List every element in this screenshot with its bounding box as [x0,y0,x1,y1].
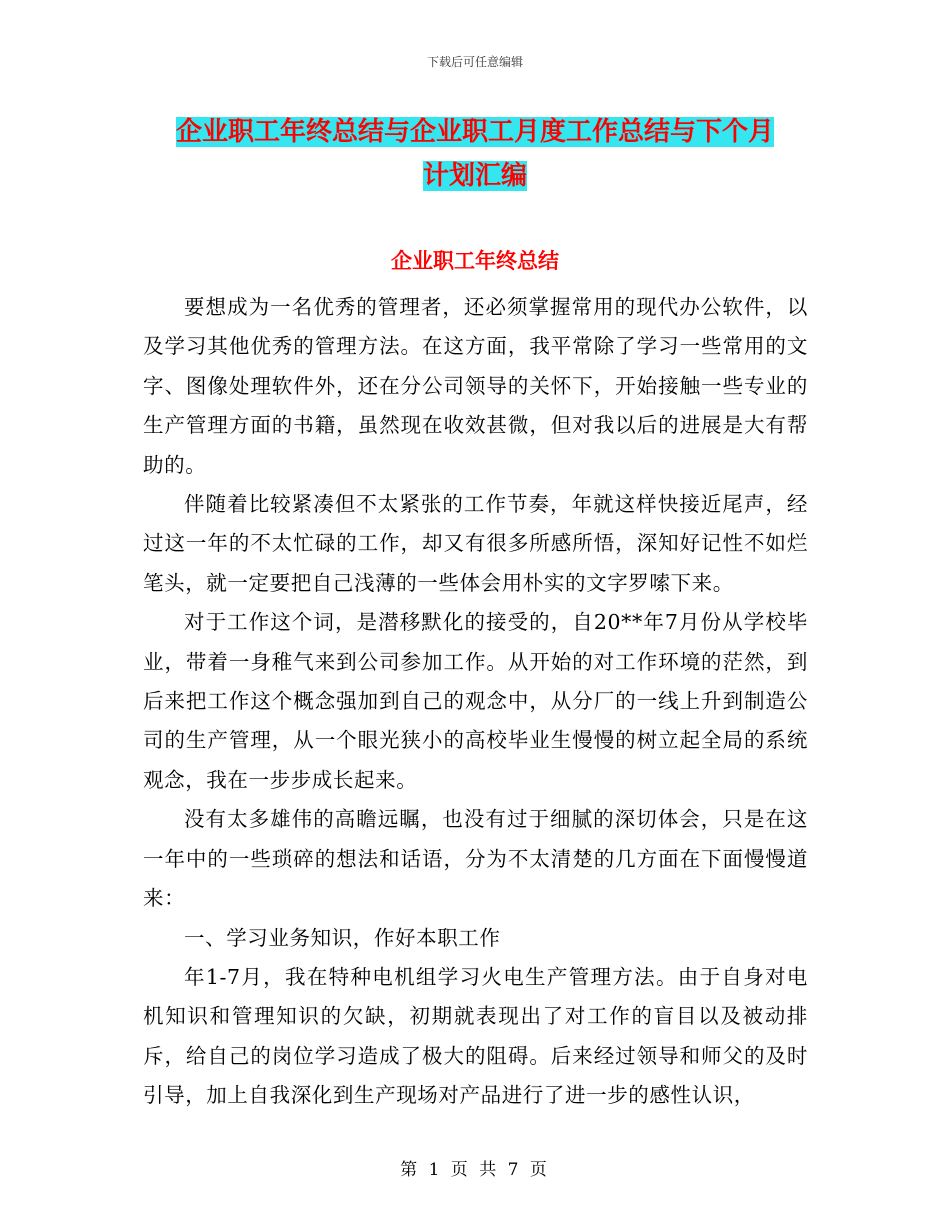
paragraph: 要想成为一名优秀的管理者，还必须掌握常用的现代办公软件，以及学习其他优秀的管理方法。在这方面，我平常除了学习一些常用的文字、图像处理软件外，还在分公司领导的关怀下，开始接触一些专业的生产管理方面的书籍，虽然现在收效甚微，但对我以后的进展是大有帮助的。 [143,295,808,477]
paragraph: 没有太多雄伟的高瞻远瞩，也没有过于细腻的深切体会，只是在这一年中的一些琐碎的想法和话语，分为不太清楚的几方面在下面慢慢道来： [143,807,808,911]
header-note: 下载后可任意编辑 [426,55,523,69]
paragraph: 年1-7月，我在特种电机组学习火电生产管理方法。由于自身对电机知识和管理知识的欠缺，初期就表现出了对工作的盲目以及被动排斥，给自己的岗位学习造成了极大的阻碍。后来经过领导和师父的及时引导，加上自我深化到生产现场对产品进行了进一步的感性认识， [143,964,808,1108]
section-title: 企业职工年终总结 [391,248,559,273]
page-number-footer: 第 1 页 共 7 页 [400,1160,550,1180]
document-title [0,110,950,198]
paragraph: 对于工作这个词，是潜移默化的接受的，自20**年7月份从学校毕业，带着一身稚气来到公司参加工作。从开始的对工作环境的茫然，到后来把工作这个概念强加到自己的观念中，从分厂的一线上升到制造公司的生产管理，从一个眼光狭小的高校毕业生慢慢的树立起全局的系统观念，我在一步步成长起来。 [143,610,808,792]
document-title-line-1: 企业职工年终总结与企业职工月度工作总结与下个月 [175,117,774,147]
paragraph: 伴随着比较紧凑但不太紧张的工作节奏，年就这样快接近尾声，经过这一年的不太忙碌的工作，却又有很多所感所悟，深知好记性不如烂笔头，就一定要把自己浅薄的一些体会用朴实的文字罗嗦下来。 [143,492,808,595]
document-title-line-2: 计划汇编 [422,161,527,191]
body-text [143,288,808,1116]
subheading: 一、学习业务知识，作好本职工作 [184,925,501,950]
